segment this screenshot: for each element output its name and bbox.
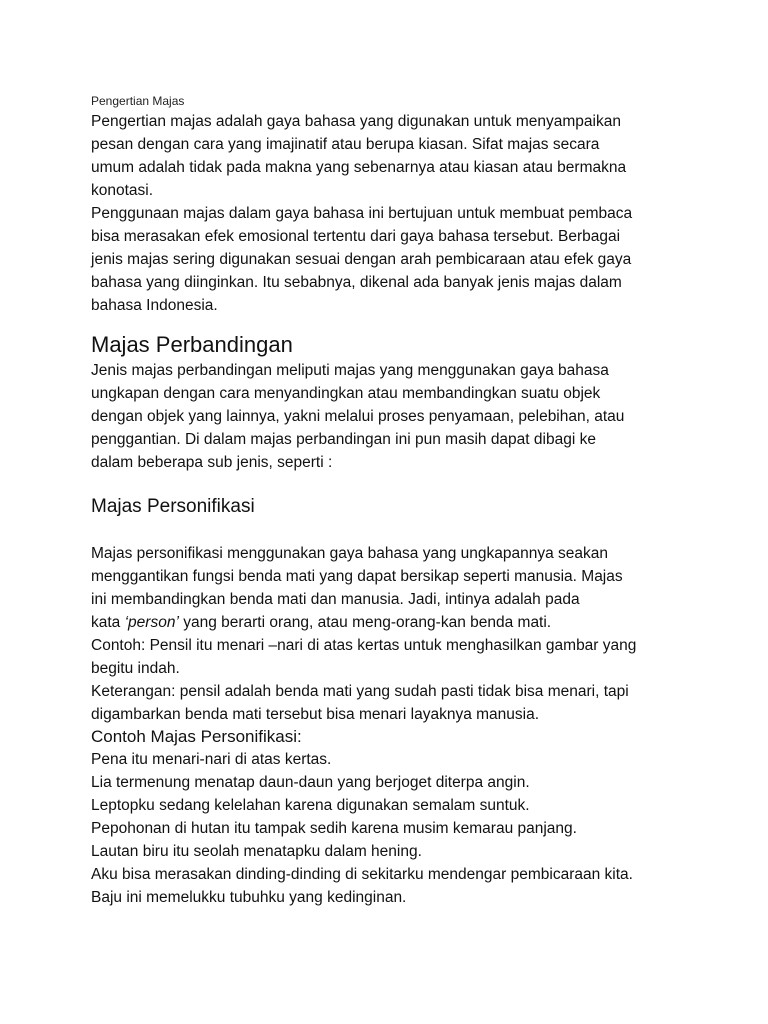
example-line: Aku bisa merasakan dinding-dinding di sekitarku mendengar pembicaraan kita.	[91, 866, 633, 883]
personifikasi-paragraph	[91, 542, 691, 909]
text-line: pesan dengan cara yang imajinatif atau berupa kiasan. Sifat majas secara	[91, 136, 600, 153]
kata-prefix: kata	[91, 614, 125, 631]
text-line: Majas personifikasi menggunakan gaya bahasa yang ungkapannya seakan	[91, 545, 609, 562]
example-line: Pena itu menari-nari di atas kertas.	[91, 751, 332, 768]
text-line: dengan objek yang lainnya, yakni melalui proses penyamaan, pelebihan, atau	[91, 408, 625, 425]
intro-paragraph	[91, 110, 691, 317]
text-line: ungkapan dengan cara menyandingkan atau membandingkan suatu objek	[91, 385, 601, 402]
text-line: Keterangan: pensil adalah benda mati yang sudah pasti tidak bisa menari, tapi	[91, 683, 629, 700]
text-line: Pengertian majas adalah gaya bahasa yang digunakan untuk menyampaikan	[91, 113, 621, 130]
text-line: bisa merasakan efek emosional tertentu dari gaya bahasa tersebut. Berbagai	[91, 228, 621, 245]
kata-person-line	[91, 611, 691, 634]
text-line: ini membandingkan benda mati dan manusia. Jadi, intinya adalah pada	[91, 591, 580, 608]
text-line: jenis majas sering digunakan sesuai dengan arah pembicaraan atau efek gaya	[91, 251, 632, 268]
text-line: digambarkan benda mati tersebut bisa menari layaknya manusia.	[91, 706, 540, 723]
heading-majas-personifikasi: Majas Personifikasi	[91, 496, 255, 517]
kata-suffix: yang berarti orang, atau meng-orang-kan benda mati.	[178, 614, 552, 631]
example-line: Leptopku sedang kelelahan karena digunakan semalam suntuk.	[91, 797, 530, 814]
example-line: Lia termenung menatap daun-daun yang berjoget diterpa angin.	[91, 774, 530, 791]
perbandingan-paragraph	[91, 359, 691, 474]
text-line: penggantian. Di dalam majas perbandingan ini pun masih dapat dibagi ke	[91, 431, 596, 448]
text-line: bahasa Indonesia.	[91, 297, 218, 314]
text-line: dalam beberapa sub jenis, seperti :	[91, 454, 333, 471]
document-page	[91, 93, 691, 909]
examples-label: Contoh Majas Personifikasi:	[91, 727, 302, 746]
text-line: begitu indah.	[91, 660, 180, 677]
example-line: Pepohonan di hutan itu tampak sedih karena musim kemarau panjang.	[91, 820, 577, 837]
document-title: Pengertian Majas	[91, 94, 185, 108]
text-line: Penggunaan majas dalam gaya bahasa ini bertujuan untuk membuat pembaca	[91, 205, 633, 222]
text-line: menggantikan fungsi benda mati yang dapat bersikap seperti manusia. Majas	[91, 568, 623, 585]
kata-term: ‘person’	[124, 614, 179, 631]
text-line: konotasi.	[91, 182, 154, 199]
text-line: Contoh: Pensil itu menari –nari di atas kertas untuk menghasilkan gambar yang	[91, 637, 637, 654]
example-line: Baju ini memelukku tubuhku yang kedinginan.	[91, 889, 407, 906]
text-line: umum adalah tidak pada makna yang sebenarnya atau kiasan atau bermakna	[91, 159, 627, 176]
text-line: bahasa yang diinginkan. Itu sebabnya, dikenal ada banyak jenis majas dalam	[91, 274, 622, 291]
text-line: Jenis majas perbandingan meliputi majas yang menggunakan gaya bahasa	[91, 362, 609, 379]
example-line: Lautan biru itu seolah menatapku dalam hening.	[91, 843, 422, 860]
heading-majas-perbandingan: Majas Perbandingan	[91, 332, 293, 357]
